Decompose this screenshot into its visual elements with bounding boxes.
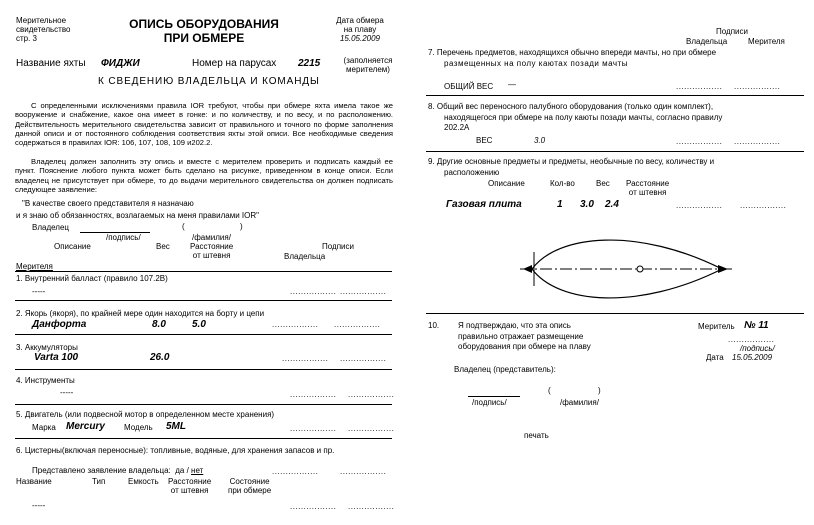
measure-date	[330, 16, 390, 43]
item-4-value: -----	[60, 388, 74, 397]
total-weight-value: —	[508, 80, 516, 89]
divider	[426, 151, 804, 152]
yacht-name-value: ФИДЖИ	[101, 58, 140, 69]
date-value: 15.05.2009	[732, 353, 773, 362]
divider	[15, 271, 392, 272]
corner-line: свидетельство	[16, 25, 71, 34]
filled-note: (заполняется мерителем)	[343, 56, 393, 74]
owner-rep-sign-line	[468, 396, 520, 397]
item-2-weight: 8.0	[152, 319, 166, 330]
owner-rep-label: Владелец (представитель):	[454, 365, 556, 374]
owner-sign-field[interactable]: .................	[272, 320, 319, 329]
sign-hint: /подпись/	[106, 233, 141, 242]
item-2-name: Данфорта	[32, 319, 87, 330]
right-col-measurer: Мерителя	[748, 37, 785, 46]
hull-plan-drawing	[518, 222, 734, 312]
intro-paragraph-1: С определенными исключениями правила IOR требуют, чтобы при обмере яхта имела такое же вооружение и снабжение, какое она имеет в гонке: и по количеству, и по весу, и по расположению. Действительность мерительного свидетельства зависит от правильного и точного по форме заполнения данной описи и от постоянного соблюдения соответствия яхты этой описи. Все необходимые сведения содержаться в правилах IOR: 106, 107, 108, 109 и202.2.	[15, 101, 393, 148]
option-no[interactable]: нет	[191, 466, 204, 475]
col-measurer: Мерителя	[16, 262, 53, 271]
item9-col-distance: Расстояние от штевня	[626, 179, 670, 197]
tank-col-name: Название	[16, 477, 52, 486]
item-5-brand: Mercury	[66, 421, 105, 432]
intro-paragraph-2: Владелец должен заполнить эту опись и вместе с мерителем проверить и подписать каждый ее пункт. Пояснение любого пункта может быть сделано на рисунке, приведенном в конце описи. Если владелец не присутствует при обмере, то до выдачи мерительного свидетельства он должен подписать следующее заявление:	[15, 157, 393, 194]
owner-label: Владелец	[32, 223, 70, 232]
col-signatures: Подписи	[322, 242, 354, 251]
right-col-signatures: Подписи	[716, 27, 748, 36]
date-label: Дата обмера	[336, 16, 384, 25]
col-name: Описание	[54, 242, 91, 251]
sail-number-label: Номер на парусах	[192, 58, 277, 69]
owner-sign-field[interactable]: .................	[290, 502, 337, 511]
measurer-sign-field[interactable]: .................	[728, 335, 775, 344]
item9-col-count: Кол-во	[550, 179, 575, 188]
item-5-label: 5. Двигатель (или подвесной мотор в определенном месте хранения)	[16, 410, 275, 419]
item-4-label: 4. Инструменты	[16, 376, 75, 385]
item-8-label: 8. Общий вес переносного палубного оборудования (только один комплект), находящегося при обмере на полу каюты позади мачты, согласно правилу 202.2A	[428, 102, 723, 132]
statement-line-2: и я знаю об обязанностях, возлагаемых на меня правилами IOR"	[16, 211, 259, 220]
col-weight: Вес	[156, 242, 170, 251]
measurer-label: Меритель	[698, 322, 735, 331]
date-value: 15.05.2009	[339, 34, 381, 43]
owner-sign-field[interactable]: .................	[676, 137, 723, 146]
owner-sign-field[interactable]: .................	[290, 287, 337, 296]
owner-rep-name-hint: /фамилия/	[560, 398, 599, 407]
weight-label: ВЕС	[476, 136, 493, 145]
item-5-brand-label: Марка	[32, 423, 56, 432]
bow-arrow-icon	[718, 265, 728, 273]
corner-line: Мерительное	[16, 16, 67, 25]
col-distance: Расстояние от штевня	[190, 242, 234, 260]
item-10-text: Я подтверждаю, что эта опись правильно отражает размещение оборудования при обмере на плаву	[458, 321, 591, 351]
divider	[15, 438, 392, 439]
tank-col-distance: Расстояние от штевня	[168, 477, 212, 495]
divider	[426, 95, 804, 96]
owner-sign-field[interactable]: .................	[676, 201, 723, 210]
item-5-model-label: Модель	[124, 423, 153, 432]
item9-row-name: Газовая плита	[446, 199, 522, 210]
item9-col-weight: Вес	[596, 179, 610, 188]
divider	[426, 313, 804, 314]
owner-sign-field[interactable]: .................	[282, 354, 329, 363]
tank-col-capacity: Емкость	[128, 477, 159, 486]
item-6-value: -----	[32, 501, 46, 510]
measurer-sign-field[interactable]: .................	[340, 287, 387, 296]
measurer-sign-field[interactable]: .................	[348, 424, 395, 433]
total-weight-label: ОБЩИЙ ВЕС	[444, 82, 494, 91]
item9-col-name: Описание	[488, 179, 525, 188]
owner-rep-sign-hint: /подпись/	[472, 398, 507, 407]
tank-col-type: Тип	[92, 477, 106, 486]
measurer-sign-hint: /подпись/	[740, 344, 775, 353]
item-3-name: Varta 100	[34, 352, 79, 363]
stern-arrow-icon	[523, 265, 532, 273]
item-5-model: 5ML	[166, 421, 186, 432]
col-owner: Владельца	[284, 252, 326, 261]
item-6-label: 6. Цистерны(включая переносные): топливные, водяные, для хранения запасов и пр.	[16, 446, 335, 455]
date-label: на плаву	[343, 25, 377, 34]
page-title	[124, 17, 284, 45]
divider	[15, 369, 392, 370]
item-1-label: 1. Внутренний балласт (правило 107.2B)	[16, 274, 168, 283]
mast-position-icon	[637, 266, 643, 272]
measurer-sign-field[interactable]: .................	[348, 390, 395, 399]
item-2-distance: 5.0	[192, 319, 206, 330]
measurer-sign-field[interactable]: .................	[734, 82, 781, 91]
certificate-corner	[16, 16, 70, 43]
owner-sign-field[interactable]: .................	[676, 82, 723, 91]
item9-row-count: 1	[557, 199, 563, 210]
item9-row-weight: 3.0	[580, 199, 594, 210]
statement-line-1: "В качестве своего представителя я назначаю	[22, 199, 194, 208]
item-7-label: 7. Перечень предметов, находящихся обычно впереди мачты, но при обмере размещенных на полу каютах позади мачты	[428, 48, 717, 68]
item-3-label: 3. Аккумуляторы	[16, 343, 78, 352]
item-2-label: 2. Якорь (якоря), по крайней мере один находится на борту и цепи	[16, 309, 265, 318]
item9-row-distance: 2.4	[605, 199, 619, 210]
measurer-number: № 11	[744, 320, 769, 331]
item-9-label: 9. Другие основные предметы и предметы, необычные по весу, количеству и расположению	[428, 157, 715, 177]
title-line-1: ОПИСЬ ОБОРУДОВАНИЯ	[129, 17, 279, 31]
notice-heading: К СВЕДЕНИЮ ВЛАДЕЛЬЦА И КОМАНДЫ	[98, 76, 320, 87]
option-yes[interactable]: да	[175, 466, 185, 475]
item-3-weight: 26.0	[150, 352, 170, 363]
yacht-name-label: Название яхты	[16, 58, 86, 69]
divider	[15, 334, 392, 335]
tank-col-state: Состояние при обмере	[228, 477, 272, 495]
corner-line: стр. 3	[16, 34, 38, 43]
measurer-sign-field[interactable]: .................	[340, 354, 387, 363]
stamp-label: печать	[524, 431, 549, 440]
name-hint: /фамилия/	[192, 233, 231, 242]
measurer-sign-field[interactable]: .................	[348, 502, 395, 511]
owner-sign-field[interactable]: .................	[290, 424, 337, 433]
item-6-statement: Представлено заявление владельца: да / нет	[32, 466, 204, 475]
owner-sign-field[interactable]: .................	[290, 390, 337, 399]
owner-sign-field[interactable]: .................	[272, 467, 319, 476]
item-1-value: -----	[32, 287, 46, 296]
item-10-number: 10.	[428, 321, 440, 330]
title-line-2: ПРИ ОБМЕРЕ	[163, 31, 245, 45]
date-label: Дата	[706, 353, 724, 362]
weight-value: 3.0	[534, 136, 546, 145]
measurer-sign-field[interactable]: .................	[340, 467, 387, 476]
right-col-owner: Владельца	[686, 37, 728, 46]
measurer-sign-field[interactable]: .................	[740, 201, 787, 210]
sail-number-value: 2215	[298, 58, 321, 69]
divider	[15, 404, 392, 405]
measurer-sign-field[interactable]: .................	[334, 320, 381, 329]
divider	[15, 300, 392, 301]
measurer-sign-field[interactable]: .................	[734, 137, 781, 146]
